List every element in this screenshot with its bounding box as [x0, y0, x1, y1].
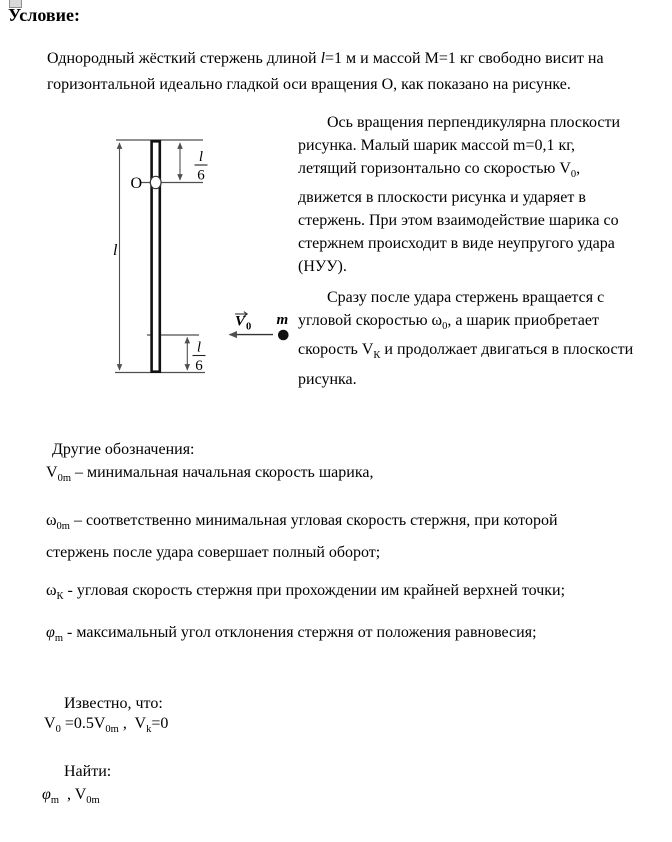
intro-paragraph: Однородный жёсткий стержень длиной l=1 м и массой М=1 кг свободно висит на горизонтальной идеально гладкой оси вращения О, как показано на рисунке.	[47, 50, 604, 93]
upper-fraction-numerator: l	[198, 149, 204, 165]
rod-diagram	[95, 122, 310, 382]
lower-fraction-numerator: l	[196, 339, 202, 356]
notation-header: Другие обозначения:	[52, 441, 195, 458]
velocity-v-label: V	[235, 313, 246, 330]
paragraph-rotation-axis: Ось вращения перпендикулярна плоскости рисунка. Малый шарик массой m=0,1 кг, летящий горизонтально со скоростью $V_0$, движется в плоскости рисунка и ударяет в стержень. При этом взаимодействие шарика со стержнем происходит в виде неупругого удара (НУУ).	[298, 114, 621, 276]
notation-item-v0m: $V_{0m}$ – минимальная начальная скорость шарика,	[46, 464, 374, 485]
known-section-label: Известно, что:	[64, 695, 163, 712]
paragraph-after-impact: Сразу после удара стержень вращается с угловой скоростью $\omega_0$, а шарик приобретает скорость $V_К$ и продолжает двигаться в плоскости рисунка.	[298, 289, 634, 388]
description-column	[298, 111, 672, 391]
velocity-sub-label: 0	[246, 321, 252, 333]
upper-fraction-denominator: 6	[197, 167, 205, 184]
known-formula: $V_0 =0.5V_{0m}$ , $V_k=0$	[44, 715, 169, 736]
pivot-circle	[150, 176, 161, 188]
page-title: Условие:	[8, 5, 80, 25]
mass-m-label: m	[276, 312, 289, 328]
axis-o-label: O	[130, 175, 142, 192]
notation-item-phim: $\varphi_m$ - максимальный угол отклонения стержня от положения равновесия;	[46, 624, 537, 645]
find-section-label: Найти:	[64, 763, 112, 780]
notation-item-omega0m: $\omega_{0m}$ – соответственно минимальная угловая скорость стержня, при которой стержень после удара совершает полный оборот;	[46, 512, 558, 562]
notation-item-omegak: $\omega_К$ - угловая скорость стержня при прохождении им крайней верхней точки;	[46, 582, 566, 603]
length-l-label: l	[113, 242, 118, 259]
find-formula: $\varphi_m$ , $V_{0m}$	[42, 786, 100, 807]
ball	[278, 330, 289, 341]
lower-fraction-denominator: 6	[195, 358, 203, 374]
